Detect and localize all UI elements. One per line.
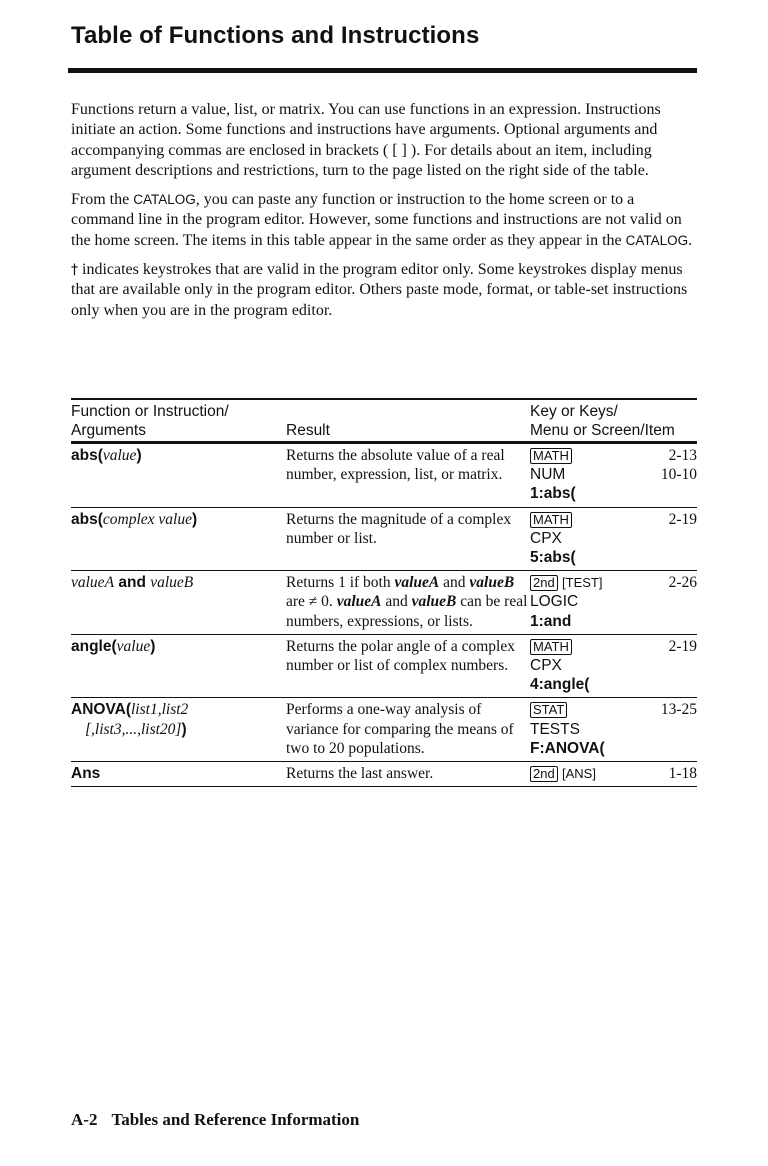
page-reference: 2-19: [668, 637, 698, 655]
function-result: Returns 1 if both valueA and valueB are ≠ 0. valueA and valueB can be real numbers, expressions, or lists.: [286, 574, 528, 630]
page-reference: 2-13 10-10: [660, 447, 698, 484]
table-row: [71, 443, 697, 508]
page-footer: [71, 1110, 359, 1130]
function-result: Returns the magnitude of a complex number or list.: [286, 510, 512, 547]
page-reference: 2-19: [668, 510, 698, 528]
function-name: Ans: [71, 765, 101, 783]
math-key-icon: MATH: [530, 639, 572, 655]
function-keys: 2nd [ANS]: [530, 762, 647, 787]
function-result: Performs a one-way analysis of variance for comparing the means of two to 20 populations.: [286, 701, 514, 757]
table-row: [71, 698, 697, 762]
intro-paragraph-2: From the CATALOG, you can paste any function or instruction to the home screen or to a command line in the program editor. However, some functions and instructions are not valid on the home screen. The items in this table appear in the same order as they appear in the CATALOG.: [71, 191, 693, 249]
page-title: Table of Functions and Instructions: [71, 22, 480, 49]
page-reference: 13-25: [660, 701, 698, 719]
intro-paragraph-1: Functions return a value, list, or matrix. You can use functions in an expression. Instructions initiate an action. Some functions and instructions have arguments. Optional arguments and accompanying commas are enclosed in brackets ( [ ] ). For details about an item, including argument descriptions and restrictions, turn to the page listed on the right side of the table.: [71, 101, 661, 179]
function-name: abs(complex value): [71, 510, 198, 528]
function-name: angle(value): [71, 637, 156, 655]
title-rule: [68, 68, 697, 73]
functions-table: [71, 398, 697, 787]
2nd-key-icon: 2nd: [530, 766, 558, 782]
page-reference: 1-18: [668, 765, 698, 783]
header-keys: Key or Keys/ Menu or Screen/Item: [530, 403, 675, 439]
header-function: Function or Instruction/ Arguments: [71, 403, 229, 439]
math-key-icon: MATH: [530, 448, 572, 464]
catalog-label: CATALOG: [133, 192, 196, 208]
2nd-key-icon: 2nd: [530, 575, 558, 591]
function-result: Returns the polar angle of a complex number or list of complex numbers.: [286, 637, 515, 675]
function-result: Returns the absolute value of a real number, expression, list, or matrix.: [286, 447, 505, 484]
intro-paragraph-3: † indicates keystrokes that are valid in the program editor only. Some keystrokes display menus that are available only in the program editor. Others paste mode, format, or table-set instructions only when you are in the program editor.: [71, 261, 688, 319]
function-keys: MATH CPX 4:angle(: [530, 638, 590, 694]
function-name: valueA and valueB: [71, 574, 194, 592]
function-keys: 2nd [TEST] LOGIC 1:and: [530, 575, 603, 630]
header-result: Result: [286, 422, 330, 439]
page-reference: 2-26: [668, 574, 698, 592]
dagger-symbol: †: [71, 262, 78, 279]
function-keys: MATH CPX 5:abs(: [530, 511, 576, 567]
table-row: [71, 571, 697, 635]
function-name: abs(value): [71, 447, 142, 464]
table-row: [71, 762, 697, 787]
intro-text: [71, 100, 697, 330]
footer-page-number: A-2: [71, 1110, 98, 1129]
stat-key-icon: STAT: [530, 702, 567, 718]
function-name: ANOVA(list1,list2 [,list3,...,list20]): [71, 701, 189, 738]
function-keys: STAT TESTS F:ANOVA(: [530, 702, 605, 757]
table-row: [71, 507, 697, 571]
function-result: Returns the last answer.: [286, 765, 434, 783]
catalog-label: CATALOG: [625, 232, 689, 248]
table-header-row: [71, 399, 697, 443]
table-row: [71, 634, 697, 698]
math-key-icon: MATH: [530, 512, 572, 528]
footer-title: Tables and Reference Information: [111, 1110, 360, 1129]
function-keys: MATH NUM 1:abs(: [530, 448, 576, 503]
